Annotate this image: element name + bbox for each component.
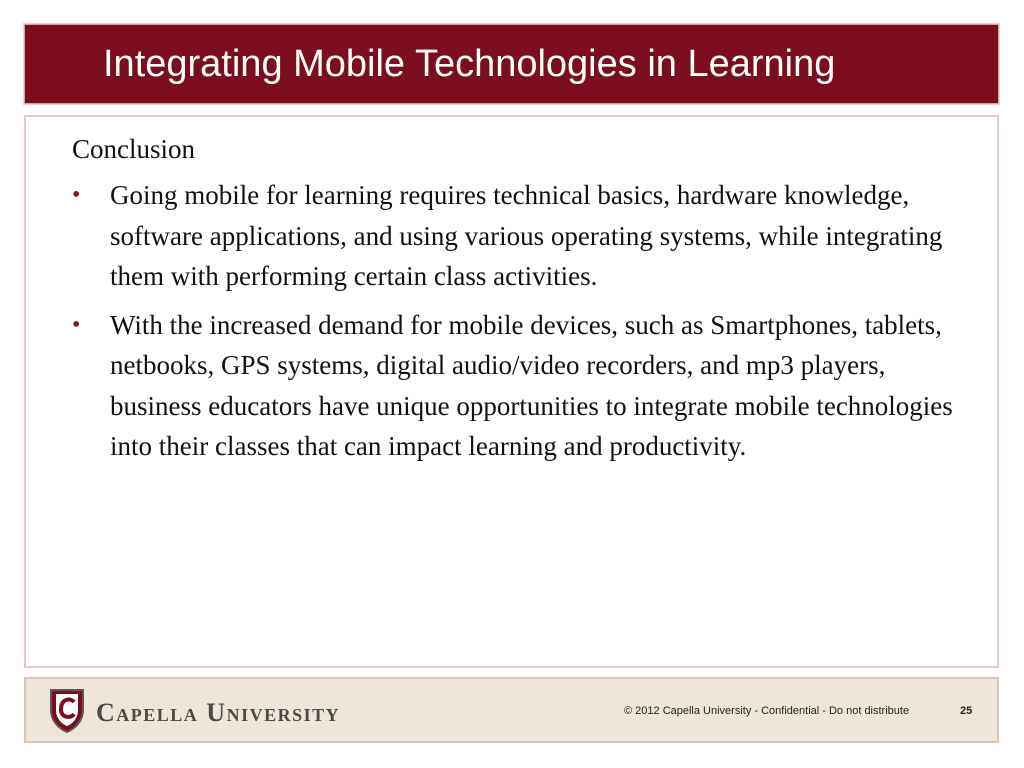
bullet-list (72, 175, 972, 475)
slide-title-bar (24, 24, 999, 104)
slide-footer (24, 677, 999, 743)
copyright-notice: © 2012 Capella University - Confidential - Do not distribute (624, 705, 910, 717)
bullet-icon: • (72, 182, 81, 208)
bullet-item (72, 175, 972, 297)
shield-c-icon (48, 688, 86, 734)
slide-content (24, 115, 999, 668)
bullet-text: Going mobile for learning requires technical basics, hardware knowledge, software applications, and using various operating systems, while integrating them with performing certain class activities. (110, 180, 943, 291)
bullet-text: With the increased demand for mobile devices, such as Smartphones, tablets, netbooks, GPS systems, digital audio/video recorders, and mp3 players, business educators have unique opportunities to integrate mobile technologies into their classes that can impact learning and productivity. (110, 309, 953, 461)
slide-title: Integrating Mobile Technologies in Learning (103, 43, 836, 85)
logo-text: Capella University (96, 698, 341, 727)
bullet-icon: • (72, 311, 81, 338)
capella-logo (48, 688, 348, 734)
section-heading: Conclusion (72, 134, 196, 164)
bullet-item (72, 305, 972, 467)
page-number: 25 (960, 705, 973, 717)
